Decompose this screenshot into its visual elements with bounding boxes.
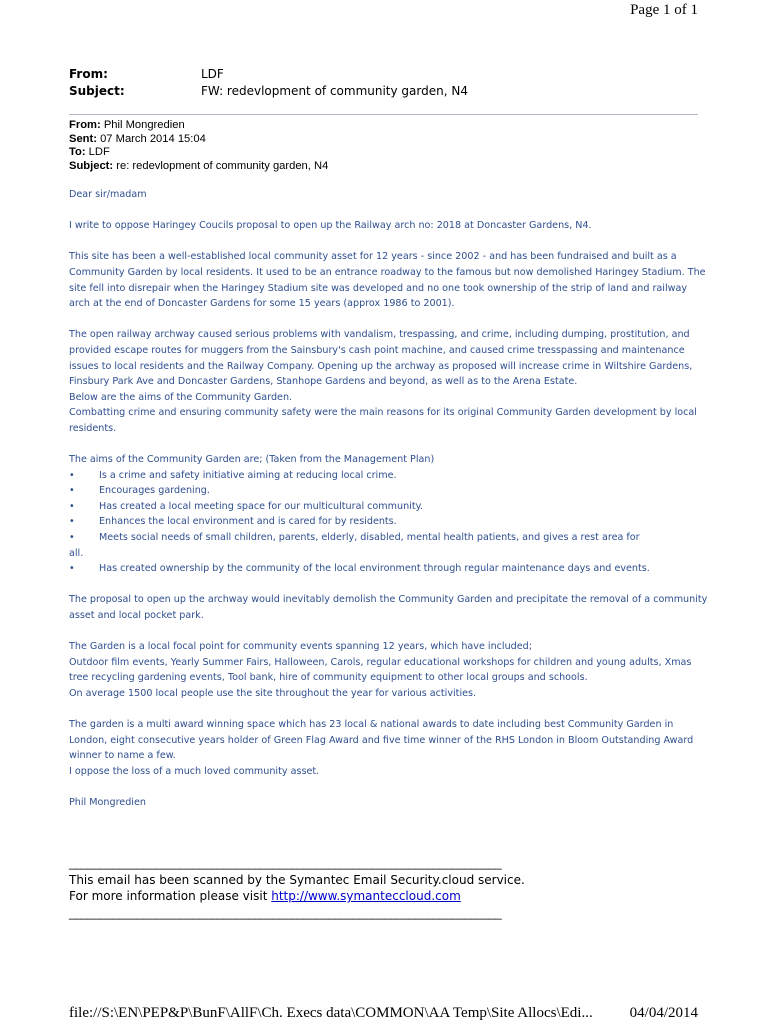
meta-to-value: LDF (88, 146, 110, 159)
scan-notice (69, 855, 525, 921)
paragraph-3b: Below are the aims of the Community Garden. (69, 391, 293, 403)
header-subject-value: FW: redevlopment of community garden, N4 (201, 84, 468, 98)
aim-item: • Has created ownership by the community of the local environment through regular maintenance days and events. (69, 561, 709, 577)
paragraph-3: The open railway archway caused serious problems with vandalism, trespassing, and crime, including dumping, prostitution, and provided escape routes for muggers from the Sainsbury's cash point machine, and caused crime tresspassing and maintenance issues to local residents and the Railway Company. Opening up the archway as proposed will increase crime in Wiltshire Gardens, Finsbury Park Ave and Doncaster Gardens, Stanhope Gardens and beyond, as well as to the Arena Estate. (69, 329, 693, 388)
scan-notice-line-1: This email has been scanned by the Symantec Email Security.cloud service. (69, 872, 525, 887)
aim-item: • Is a crime and safety initiative aiming at reducing local crime. (69, 468, 709, 484)
print-footer-date: 04/04/2014 (629, 1005, 698, 1021)
email-body (69, 187, 709, 811)
scan-notice-line-2: For more information please visit http://www.symanteccloud.com (69, 889, 461, 903)
aim-item: • Enhances the local environment and is cared for by residents. (69, 514, 709, 530)
bullet: • (69, 500, 75, 512)
separator-bottom: ______________________________________________________________________ (69, 905, 502, 920)
meta-subject-label: Subject: (69, 159, 114, 172)
separator-top: ______________________________________________________________________ (69, 856, 502, 870)
paragraph-5c: On average 1500 local people use the site throughout the year for various activities. (69, 688, 477, 699)
bullet: • (69, 469, 75, 481)
message-meta (69, 119, 328, 173)
aim-item: • Encourages gardening. (69, 483, 709, 499)
paragraph-6b: I oppose the loss of a much loved community asset. (69, 765, 320, 777)
header-divider (69, 114, 698, 115)
header-subject-label: Subject: (69, 84, 125, 98)
aim-item: • Has created a local meeting space for our multicultural community. (69, 499, 709, 515)
symantec-link[interactable]: http://www.symanteccloud.com (271, 889, 461, 903)
signature: Phil Mongredien (69, 797, 146, 809)
paragraph-5b: Outdoor film events, Yearly Summer Fairs, Halloween, Carols, regular educational workshops for children and young adults, Xmas tree recycling gardening events, Tool bank, hire of community equipment to other local groups and schools. (69, 656, 692, 684)
print-footer-path: file://S:\EN\PEP&P\BunF\AllF\Ch. Execs data\COMMON\AA Temp\Site Allocs\Edi... (69, 1005, 593, 1021)
meta-sent-label: Sent: (69, 132, 97, 145)
paragraph-4: The proposal to open up the archway would inevitably demolish the Community Garden and precipitate the removal of a community asset and local pocket park. (69, 594, 708, 622)
bullet: • (69, 532, 75, 544)
header-from-label: From: (69, 67, 108, 81)
paragraph-3c: Combatting crime and ensuring community safety were the main reasons for its original Community Garden development by local residents. (69, 407, 697, 434)
meta-from-value: Phil Mongredien (103, 119, 185, 131)
paragraph-5a: The Garden is a local focal point for community events spanning 12 years, which have included; (69, 641, 532, 653)
aim-item: • Meets social needs of small children, parents, elderly, disabled, mental health patients, and gives a rest area for (69, 530, 709, 546)
paragraph-6a: The garden is a multi award winning space which has 23 local & national awards to date including best Community Garden in London, eight consecutive years holder of Green Flag Award and five time winner of the RHS London in Bloom Outstanding Award winner to name a few. (69, 719, 694, 762)
header-from-value: LDF (201, 67, 224, 81)
paragraph-1: I write to oppose Haringey Coucils proposal to open up the Railway arch no: 2018 at Doncaster Gardens, N4. (69, 220, 592, 232)
bullet: • (69, 563, 75, 575)
paragraph-2: This site has been a well-established local community asset for 12 years - since 2002 - and has been fundraised and built as a Community Garden by local residents. It used to be an entrance roadway to the famous but now demolished Haringey Stadium. The site fell into disrepair when the Haringey Stadium site was developed and no one took ownership of the strip of land and railway arch at the end of Doncaster Gardens for some 15 years (approx 1986 to 2001). (69, 251, 706, 310)
bullet: • (69, 516, 75, 528)
meta-to-label: To: (69, 146, 86, 159)
aim-item-wrap: all. (69, 547, 84, 559)
page-number: Page 1 of 1 (630, 2, 698, 18)
aims-intro: The aims of the Community Garden are; (Taken from the Management Plan) (69, 454, 435, 466)
meta-from-label: From: (69, 119, 101, 131)
meta-sent-value: 07 March 2014 15:04 (100, 132, 206, 145)
greeting: Dear sir/madam (69, 189, 147, 200)
bullet: • (69, 485, 75, 497)
meta-subject-value: re: redevlopment of community garden, N4 (116, 159, 329, 172)
